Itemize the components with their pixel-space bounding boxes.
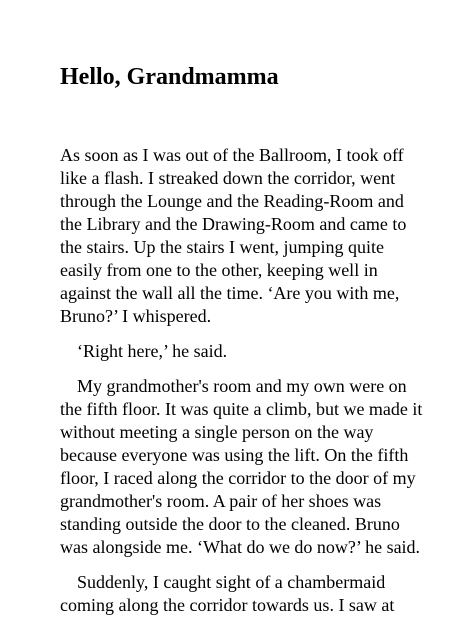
text-line: easily from one to the other, keeping well in bbox=[60, 260, 378, 280]
text-line: without meeting a single person on the way bbox=[60, 422, 374, 442]
chapter-title: Hello, Grandmamma bbox=[60, 64, 279, 90]
paragraph-2 bbox=[60, 340, 440, 363]
paragraph-1 bbox=[60, 144, 440, 328]
paragraph-4 bbox=[60, 571, 440, 617]
text-line: through the Lounge and the Reading-Room and bbox=[60, 191, 404, 211]
text-line: Bruno?’ I whispered. bbox=[60, 306, 212, 326]
text-line: the fifth floor. It was quite a climb, but we made it bbox=[60, 399, 423, 419]
text-line: coming along the corridor towards us. I saw at bbox=[60, 595, 395, 615]
text-line: Suddenly, I caught sight of a chambermaid bbox=[77, 572, 386, 592]
text-line: because everyone was using the lift. On the fifth bbox=[60, 445, 409, 465]
text-line: like a flash. I streaked down the corridor, went bbox=[60, 168, 396, 188]
text-line: was alongside me. ‘What do we do now?’ he said. bbox=[60, 537, 421, 557]
text-line: against the wall all the time. ‘Are you with me, bbox=[60, 283, 400, 303]
text-line: the stairs. Up the stairs I went, jumping quite bbox=[60, 237, 384, 257]
text-line: grandmother's room. A pair of her shoes was bbox=[60, 491, 382, 511]
chapter-body bbox=[60, 144, 440, 617]
text-line: the Library and the Drawing-Room and came to bbox=[60, 214, 407, 234]
text-line: standing outside the door to the cleaned. Bruno bbox=[60, 514, 400, 534]
text-line: ‘Right here,’ he said. bbox=[77, 341, 228, 361]
text-line: floor, I raced along the corridor to the door of my bbox=[60, 468, 416, 488]
text-line: As soon as I was out of the Ballroom, I took off bbox=[60, 145, 404, 165]
text-line: My grandmother's room and my own were on bbox=[77, 376, 407, 396]
paragraph-3 bbox=[60, 375, 440, 559]
